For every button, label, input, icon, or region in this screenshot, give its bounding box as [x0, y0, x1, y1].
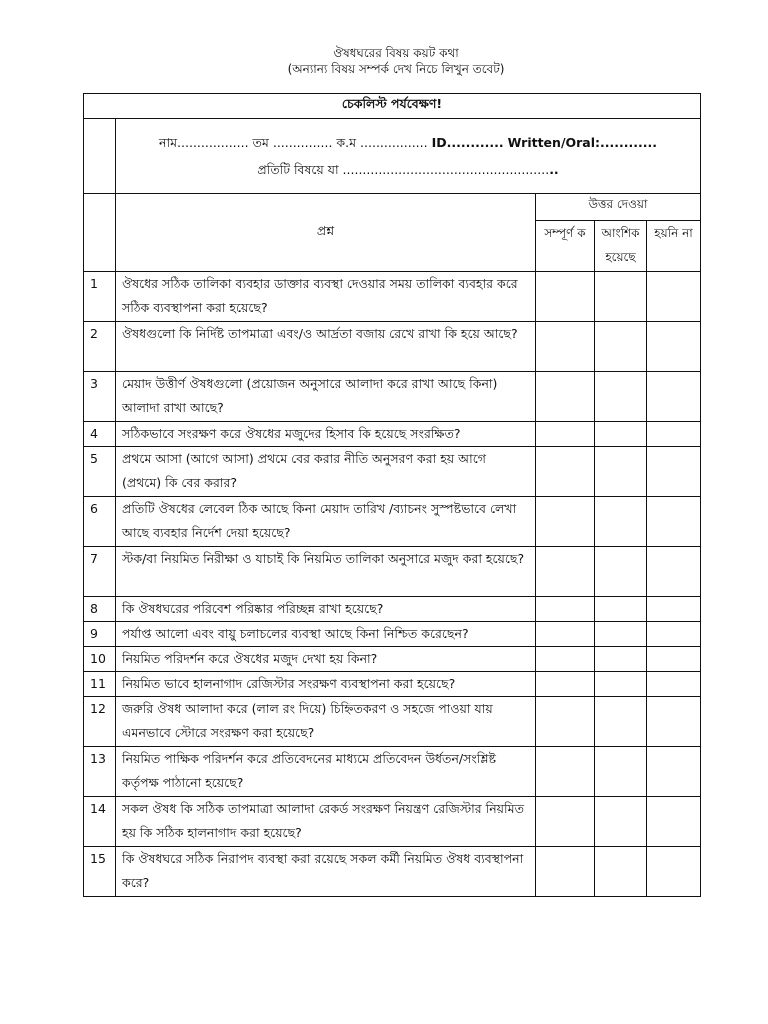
rating-cell-partial[interactable]	[595, 422, 647, 447]
row-number: 11	[84, 672, 116, 697]
table-row	[84, 847, 701, 897]
info-id-field: ID............	[431, 135, 504, 150]
row-question: কি ঔষধঘরে সঠিক নিরাপদ ব্যবস্থা করা রয়েছে সকল কর্মী নিয়মিত ঔষধ ব্যবস্থাপনা করে?	[116, 847, 536, 897]
table-row	[84, 272, 701, 322]
checklist-rows	[84, 272, 701, 897]
table-row	[84, 672, 701, 697]
rating-cell-none[interactable]	[647, 597, 701, 622]
table-row	[84, 697, 701, 747]
rating-cell-none[interactable]	[647, 547, 701, 597]
rating-cell-partial[interactable]	[595, 797, 647, 847]
rating-cell-none[interactable]	[647, 422, 701, 447]
rating-cell-partial[interactable]	[595, 497, 647, 547]
row-number: 15	[84, 847, 116, 897]
header-title: ঔষধঘরের বিষয় কয়ট কথা	[333, 46, 459, 60]
blank-cell	[84, 194, 116, 272]
rating-header: উত্তর দেওয়া	[536, 194, 701, 221]
rating-cell-partial[interactable]	[595, 622, 647, 647]
rating-cell-complete[interactable]	[536, 597, 595, 622]
rating-cell-partial[interactable]	[595, 272, 647, 322]
row-question: পর্যাপ্ত আলো এবং বায়ু চলাচলের ব্যবস্থা আছে কিনা নিশ্চিত করেছেন?	[116, 622, 536, 647]
rating-cell-none[interactable]	[647, 272, 701, 322]
page-header	[0, 45, 768, 77]
rating-col-partial: আংশিক হয়েছে	[595, 221, 647, 272]
row-number: 2	[84, 322, 116, 372]
rating-cell-complete[interactable]	[536, 797, 595, 847]
rating-cell-partial[interactable]	[595, 447, 647, 497]
row-number: 8	[84, 597, 116, 622]
row-question: ঔষধের সঠিক তালিকা ব্যবহার ডাক্তার ব্যবস্থা দেওয়ার সময় তালিকা ব্যবহার করে সঠিক ব্যবস্থাপনা করা হয়েছে?	[116, 272, 536, 322]
row-number: 9	[84, 622, 116, 647]
rating-cell-complete[interactable]	[536, 447, 595, 497]
question-column-header: প্রশ্ন	[116, 194, 536, 272]
row-question: নিয়মিত পরিদর্শন করে ঔষধের মজুদ দেখা হয় কিনা?	[116, 647, 536, 672]
rating-cell-partial[interactable]	[595, 672, 647, 697]
row-question: প্রথমে আসা (আগে আসা) প্রথমে বের করার নীতি অনুসরণ করা হয় আগে (প্রথমে) কি বের করার?	[116, 447, 536, 497]
info-line2: প্রতিটি বিষয়ে যা ....................................................	[257, 162, 550, 177]
rating-cell-partial[interactable]	[595, 847, 647, 897]
rating-cell-partial[interactable]	[595, 647, 647, 672]
rating-cell-complete[interactable]	[536, 647, 595, 672]
rating-cell-complete[interactable]	[536, 372, 595, 422]
blank-cell	[84, 119, 116, 194]
row-number: 10	[84, 647, 116, 672]
row-number: 13	[84, 747, 116, 797]
table-row	[84, 422, 701, 447]
rating-cell-none[interactable]	[647, 322, 701, 372]
rating-cell-partial[interactable]	[595, 322, 647, 372]
rating-cell-none[interactable]	[647, 797, 701, 847]
rating-cell-complete[interactable]	[536, 422, 595, 447]
rating-cell-none[interactable]	[647, 622, 701, 647]
rating-cell-none[interactable]	[647, 847, 701, 897]
info-line2-end: ..	[549, 162, 559, 177]
row-number: 6	[84, 497, 116, 547]
table-row	[84, 647, 701, 672]
rating-cell-complete[interactable]	[536, 672, 595, 697]
row-question: নিয়মিত পাক্ষিক পরিদর্শন করে প্রতিবেদনের মাধ্যমে প্রতিবেদন উর্ধতন/সংশ্লিষ্ট কর্তৃপক্ষ পাঠানো হয়েছে?	[116, 747, 536, 797]
rating-cell-complete[interactable]	[536, 497, 595, 547]
row-question: ঔষধগুলো কি নির্দিষ্ট তাপমাত্রা এবং/ও আর্দ্রতা বজায় রেখে রাখা কি হয়ে আছে?	[116, 322, 536, 372]
header-subtitle: (অন্যান্য বিষয় সম্পর্ক দেখ নিচে লিখুন তবেট)	[287, 62, 505, 76]
row-number: 7	[84, 547, 116, 597]
row-number: 12	[84, 697, 116, 747]
row-question: প্রতিটি ঔষধের লেবেল ঠিক আছে কিনা মেয়াদ তারিখ /ব্যাচনং সুস্পষ্টভাবে লেখা আছে ব্যবহার নির্দেশ দেয়া হয়েছে?	[116, 497, 536, 547]
row-question: কি ঔষধঘরের পরিবেশ পরিষ্কার পরিচ্ছন্ন রাখা হয়েছে?	[116, 597, 536, 622]
rating-cell-partial[interactable]	[595, 747, 647, 797]
rating-cell-partial[interactable]	[595, 372, 647, 422]
rating-cell-complete[interactable]	[536, 272, 595, 322]
row-question: জরুরি ঔষধ আলাদা করে (লাল রং দিয়ে) চিহ্নিতকরণ ও সহজে পাওয়া যায় এমনভাবে স্টোরে সংরক্ষণ করা হয়েছে?	[116, 697, 536, 747]
rating-cell-none[interactable]	[647, 747, 701, 797]
info-name-field: নাম.................. তম ............... ক.ম .................	[159, 135, 428, 150]
table-row	[84, 447, 701, 497]
rating-cell-complete[interactable]	[536, 847, 595, 897]
rating-cell-complete[interactable]	[536, 747, 595, 797]
rating-cell-none[interactable]	[647, 697, 701, 747]
row-number: 3	[84, 372, 116, 422]
rating-cell-complete[interactable]	[536, 697, 595, 747]
row-question: মেয়াদ উত্তীর্ণ ঔষধগুলো (প্রয়োজন অনুসারে আলাদা করে রাখা আছে কিনা) আলাদা রাখা আছে?	[116, 372, 536, 422]
respondent-info	[116, 119, 701, 194]
row-question: সঠিকভাবে সংরক্ষণ করে ঔষধের মজুদের হিসাব কি হয়েছে সংরক্ষিত?	[116, 422, 536, 447]
table-row	[84, 497, 701, 547]
info-mode-field: Written/Oral:............	[507, 135, 657, 150]
rating-cell-complete[interactable]	[536, 622, 595, 647]
row-question: নিয়মিত ভাবে হালনাগাদ রেজিস্টার সংরক্ষণ ব্যবস্থাপনা করা হয়েছে?	[116, 672, 536, 697]
rating-cell-partial[interactable]	[595, 547, 647, 597]
table-row	[84, 797, 701, 847]
rating-cell-none[interactable]	[647, 372, 701, 422]
rating-cell-none[interactable]	[647, 647, 701, 672]
rating-cell-partial[interactable]	[595, 597, 647, 622]
row-number: 4	[84, 422, 116, 447]
checklist-table	[83, 93, 701, 897]
row-number: 5	[84, 447, 116, 497]
table-row	[84, 597, 701, 622]
table-row	[84, 372, 701, 422]
rating-col-none: হয়নি না	[647, 221, 701, 272]
table-row	[84, 622, 701, 647]
rating-cell-complete[interactable]	[536, 547, 595, 597]
table-row	[84, 322, 701, 372]
rating-cell-none[interactable]	[647, 497, 701, 547]
rating-cell-partial[interactable]	[595, 697, 647, 747]
table-row	[84, 747, 701, 797]
row-number: 14	[84, 797, 116, 847]
table-row	[84, 547, 701, 597]
rating-col-complete: সম্পূর্ণ ক	[536, 221, 595, 272]
form-title: চেকলিস্ট পর্যবেক্ষণ!	[84, 94, 701, 119]
row-question: স্টক/বা নিয়মিত নিরীক্ষা ও যাচাই কি নিয়মিত তালিকা অনুসারে মজুদ করা হয়েছে?	[116, 547, 536, 597]
rating-cell-complete[interactable]	[536, 322, 595, 372]
rating-cell-none[interactable]	[647, 672, 701, 697]
row-number: 1	[84, 272, 116, 322]
rating-cell-none[interactable]	[647, 447, 701, 497]
row-question: সকল ঔষধ কি সঠিক তাপমাত্রা আলাদা রেকর্ড সংরক্ষণ নিয়ন্ত্রণ রেজিস্টার নিয়মিত হয় কি সঠিক হালনাগাদ করা হয়েছে?	[116, 797, 536, 847]
